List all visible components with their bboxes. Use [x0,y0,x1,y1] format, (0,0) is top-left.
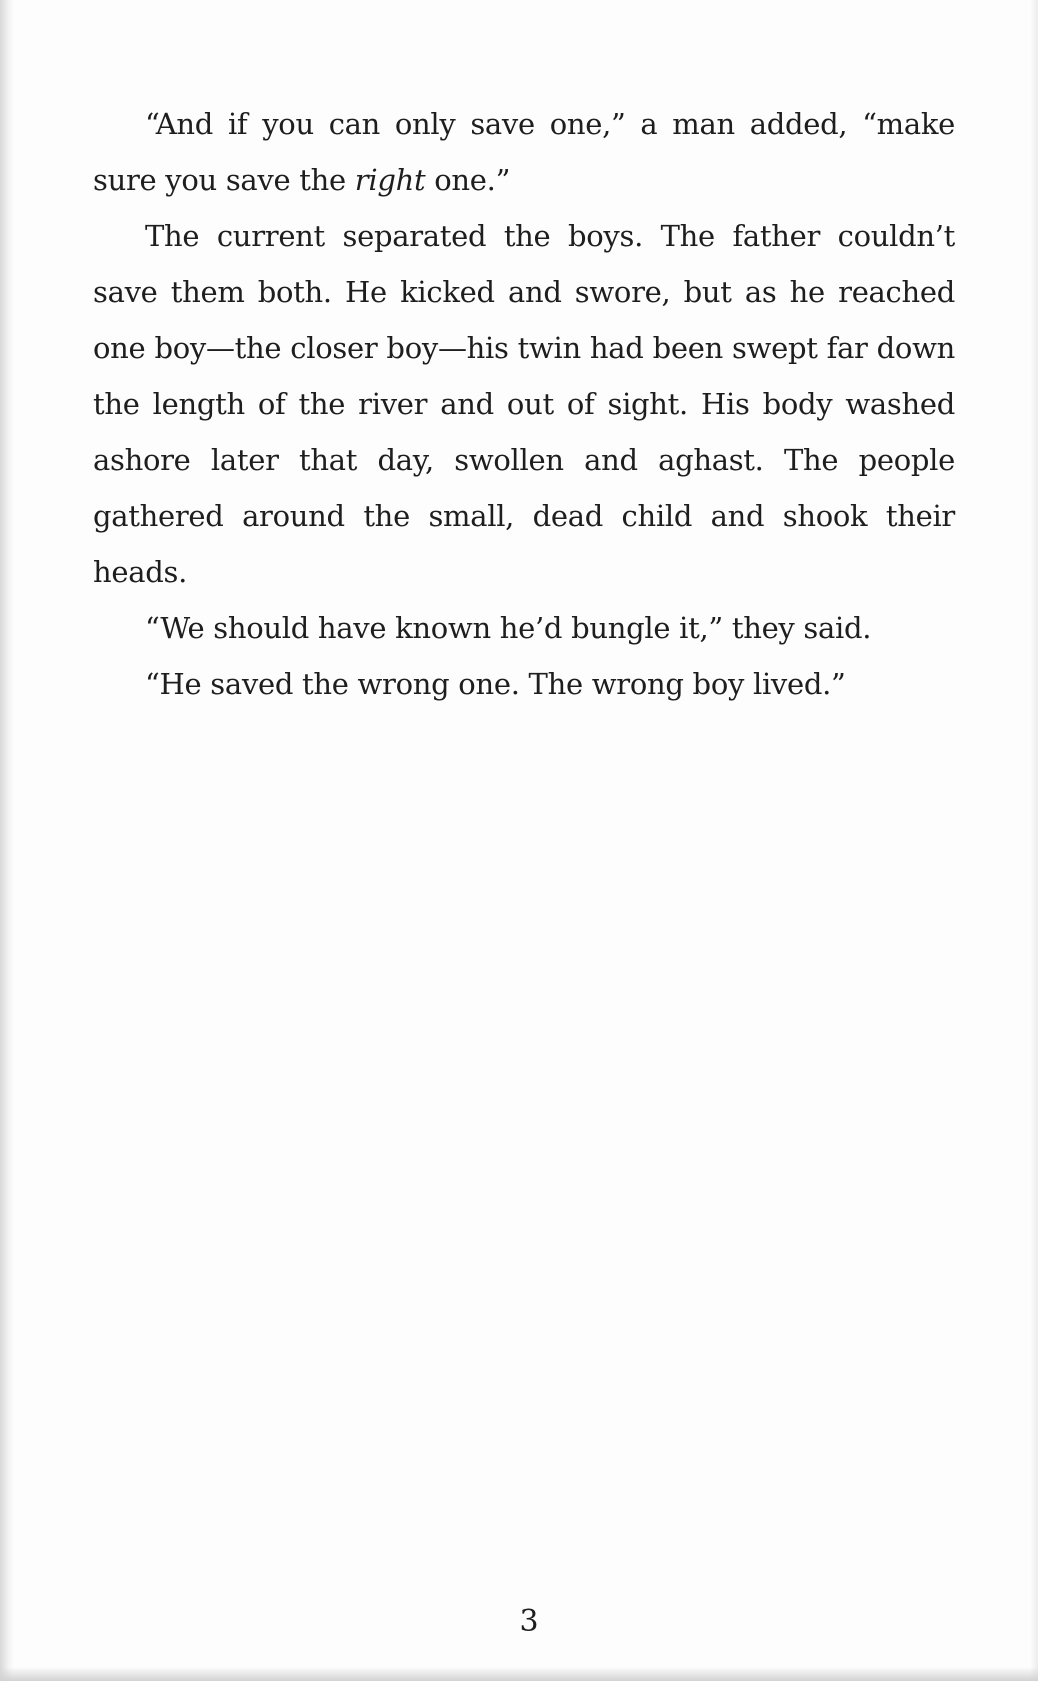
page-gutter-shadow [0,0,14,1681]
paragraph-3: “We should have known he’d bungle it,” they said. [145,611,872,645]
paragraph-1-before: “And if you can only save one,” a man added, “make sure you save the [93,107,955,197]
paragraph-4: “He saved the wrong one. The wrong boy lived.” [145,667,846,701]
page-bottom-shadow [0,1667,1038,1681]
page-number: 3 [519,1604,539,1639]
paragraph-1-emphasis: right [354,163,426,197]
paragraph-1 [93,96,955,208]
body-text [93,96,955,712]
paragraph-1-after: one.” [425,163,511,197]
paragraph-2: The current separated the boys. The father couldn’t save them both. He kicked and swore, but as he reached one boy—the closer boy—his twin had been swept far down the length of the river and out of sight. His body washed ashore later that day, swollen and aghast. The people gathered around the small, dead child and shook their heads. [93,219,955,589]
page-edge-shadow [1030,0,1038,1681]
